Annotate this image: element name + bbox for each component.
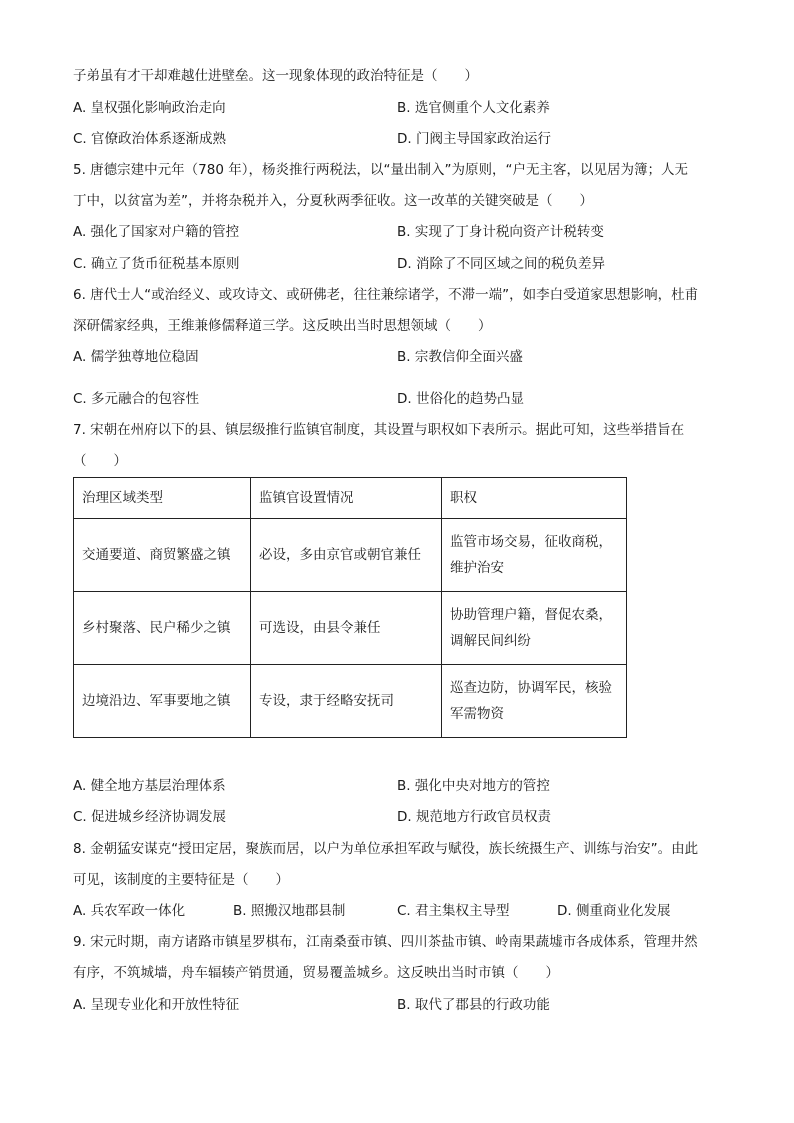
q7-option-c[interactable]: C. 促进城乡经济协调发展 <box>73 809 227 825</box>
table-header-cell: 监镇官设置情况 <box>251 478 442 519</box>
q9-option-a[interactable]: A. 呈现专业化和开放性特征 <box>73 997 240 1013</box>
table-cell: 可选设，由县令兼任 <box>251 592 442 665</box>
q5-option-b[interactable]: B. 实现了丁身计税向资产计税转变 <box>397 224 604 240</box>
q9-stem-line1: 9. 宋元时期，南方诸路市镇星罗棋布，江南桑蚕市镇、四川茶盐市镇、岭南果蔬墟市各成体系，管理井然 <box>73 934 698 950</box>
q6-stem-line1: 6. 唐代士人“或治经义、或攻诗文、或研佛老，往往兼综诸学，不滞一端”，如李白受道家思想影响，杜甫 <box>73 287 699 303</box>
q5-option-d[interactable]: D. 消除了不同区域之间的税负差异 <box>397 256 605 272</box>
q7-stem-line1: 7. 宋朝在州府以下的县、镇层级推行监镇官制度，其设置与职权如下表所示。据此可知，这些举措旨在 <box>73 422 685 438</box>
table-cell: 边境沿边、军事要地之镇 <box>74 665 251 738</box>
table-cell: 交通要道、商贸繁盛之镇 <box>74 519 251 592</box>
table-cell: 必设，多由京官或朝官兼任 <box>251 519 442 592</box>
q8-option-c[interactable]: C. 君主集权主导型 <box>397 903 510 919</box>
q7-option-a[interactable]: A. 健全地方基层治理体系 <box>73 778 226 794</box>
q8-option-b[interactable]: B. 照搬汉地郡县制 <box>233 903 346 919</box>
table-header-cell: 治理区域类型 <box>74 478 251 519</box>
table-header-cell: 职权 <box>442 478 627 519</box>
q4-option-d[interactable]: D. 门阀主导国家政治运行 <box>397 131 551 147</box>
q7-option-b[interactable]: B. 强化中央对地方的管控 <box>397 778 550 794</box>
q8-stem-line2: 可见，该制度的主要特征是（ ） <box>73 872 289 888</box>
table-header-row <box>74 478 627 519</box>
q8-option-a[interactable]: A. 兵农军政一体化 <box>73 903 186 919</box>
q5-option-c[interactable]: C. 确立了货币征税基本原则 <box>73 256 240 272</box>
q5-stem-line2: 丁中，以贫富为差”，并将杂税并入，分夏秋两季征收。这一改革的关键突破是（ ） <box>73 193 593 209</box>
q4-option-b[interactable]: B. 选官侧重个人文化素养 <box>397 100 550 116</box>
q7-option-d[interactable]: D. 规范地方行政官员权责 <box>397 809 551 825</box>
table-row <box>74 592 627 665</box>
q7-table <box>73 477 627 738</box>
q5-option-a[interactable]: A. 强化了国家对户籍的管控 <box>73 224 240 240</box>
q7-stem-line2: （ ） <box>73 453 127 469</box>
q4-stem: 子弟虽有才干却难越仕进壁垒。这一现象体现的政治特征是（ ） <box>73 68 478 84</box>
table-cell: 专设，隶于经略安抚司 <box>251 665 442 738</box>
q6-stem-line2: 深研儒家经典，王维兼修儒释道三学。这反映出当时思想领域（ ） <box>73 318 492 334</box>
q6-option-a[interactable]: A. 儒学独尊地位稳固 <box>73 349 199 365</box>
table-cell: 巡查边防，协调军民，核验军需物资 <box>442 665 627 738</box>
q5-stem-line1: 5. 唐德宗建中元年（780 年），杨炎推行两税法，以“量出制入”为原则，“户无主客，以见居为簿；人无 <box>73 162 688 178</box>
q9-stem-line2: 有序，不筑城墙，舟车辐辏产销贯通，贸易覆盖城乡。这反映出当时市镇（ ） <box>73 965 559 981</box>
q4-option-c[interactable]: C. 官僚政治体系逐渐成熟 <box>73 131 227 147</box>
table-row <box>74 665 627 738</box>
q6-option-d[interactable]: D. 世俗化的趋势凸显 <box>397 391 524 407</box>
q8-stem-line1: 8. 金朝猛安谋克“授田定居，聚族而居，以户为单位承担军政与赋役，族长统摄生产、训练与治安”。由此 <box>73 841 699 857</box>
table-cell: 乡村聚落、民户稀少之镇 <box>74 592 251 665</box>
table-row <box>74 519 627 592</box>
q8-option-d[interactable]: D. 侧重商业化发展 <box>557 903 671 919</box>
q6-option-b[interactable]: B. 宗教信仰全面兴盛 <box>397 349 523 365</box>
q6-option-c[interactable]: C. 多元融合的包容性 <box>73 391 200 407</box>
table-cell: 监管市场交易，征收商税，维护治安 <box>442 519 627 592</box>
table-cell: 协助管理户籍，督促农桑，调解民间纠纷 <box>442 592 627 665</box>
q4-option-a[interactable]: A. 皇权强化影响政治走向 <box>73 100 226 116</box>
q9-option-b[interactable]: B. 取代了郡县的行政功能 <box>397 997 550 1013</box>
